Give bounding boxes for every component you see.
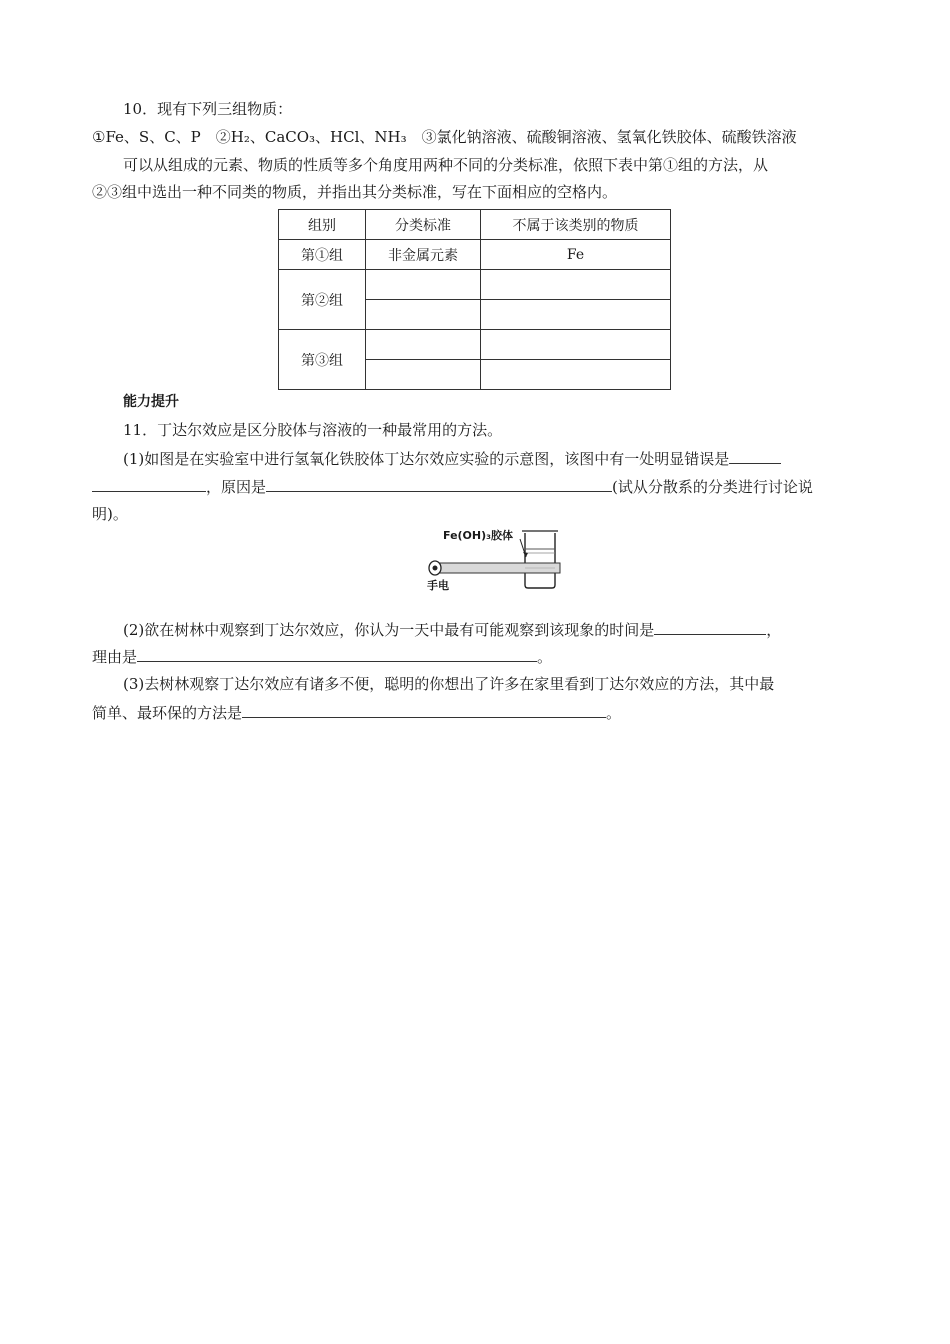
- q10-instruction-1: 可以从组成的元素、物质的性质等多个角度用两种不同的分类标准，依照下表中第①组的方法，从: [123, 156, 769, 174]
- table-row: [279, 240, 671, 270]
- q11-part1-line2: [92, 475, 813, 498]
- q11-title: 11．丁达尔效应是区分胶体与溶液的一种最常用的方法。: [123, 421, 503, 439]
- q11-part3-line2: [92, 701, 621, 724]
- row2-group: 第②组: [279, 270, 366, 330]
- header-odd-one: 不属于该类别的物质: [481, 210, 671, 240]
- q11-part2-period: 。: [537, 648, 553, 666]
- row2-odd-one-blank-b[interactable]: [481, 300, 671, 330]
- row3-odd-one-blank-a[interactable]: [481, 330, 671, 360]
- q11-part3-method-blank[interactable]: [242, 701, 606, 718]
- q10-instruction-2: ②③组中选出一种不同类的物质，并指出其分类标准，写在下面相应的空格内。: [92, 183, 618, 201]
- q11-part2-reason-label: 理由是: [92, 648, 138, 666]
- tyndall-experiment-figure: [425, 527, 565, 593]
- q11-part3-method-label: 简单、最环保的方法是: [92, 704, 243, 722]
- table-header-row: [279, 210, 671, 240]
- q10-title: 10．现有下列三组物质：: [123, 100, 293, 118]
- q11-part3-line1: (3)去树林观察丁达尔效应有诸多不便，聪明的你想出了许多在家里看到丁达尔效应的方法，其中最: [123, 675, 775, 693]
- q11-part1-text: (1)如图是在实验室中进行氢氧化铁胶体丁达尔效应实验的示意图，该图中有一处明显错误是: [123, 450, 730, 468]
- row1-standard: 非金属元素: [366, 240, 481, 270]
- q11-part1-reason-label: ，原因是: [206, 478, 267, 496]
- section-heading: 能力提升: [123, 394, 179, 410]
- q10-groups-line: ①Fe、S、C、P ②H₂、CaCO₃、HCl、NH₃ ③氯化钠溶液、硫酸铜溶液、氢氧化铁胶体、硫酸铁溶液: [92, 128, 797, 146]
- flashlight-label: 手电: [427, 579, 449, 592]
- q11-part2-time-blank[interactable]: [654, 618, 766, 635]
- q11-part1-line3: 明)。: [92, 505, 128, 523]
- row3-odd-one-blank-b[interactable]: [481, 360, 671, 390]
- row2-odd-one-blank-a[interactable]: [481, 270, 671, 300]
- header-standard: 分类标准: [366, 210, 481, 240]
- row3-standard-blank-a[interactable]: [366, 330, 481, 360]
- header-group: 组别: [279, 210, 366, 240]
- classification-table: [278, 209, 671, 390]
- row1-group: 第①组: [279, 240, 366, 270]
- row2-standard-blank-a[interactable]: [366, 270, 481, 300]
- q11-part2-line1: [123, 618, 781, 641]
- q11-part2-reason-blank[interactable]: [137, 645, 537, 662]
- row3-standard-blank-b[interactable]: [366, 360, 481, 390]
- q11-part2-text: (2)欲在树林中观察到丁达尔效应，你认为一天中最有可能观察到该现象的时间是: [123, 621, 655, 639]
- q11-part1-reason-blank[interactable]: [266, 475, 612, 492]
- colloid-label: Fe(OH)₃胶体: [443, 529, 513, 542]
- row1-odd-one: Fe: [481, 240, 671, 270]
- table-row: [279, 270, 671, 300]
- q11-part1-line1: [123, 447, 781, 470]
- q11-part2-line2: [92, 645, 552, 668]
- q11-part2-comma: ，: [766, 621, 782, 639]
- row3-group: 第③组: [279, 330, 366, 390]
- table-row: [279, 330, 671, 360]
- q11-part1-error-blank-b[interactable]: [92, 475, 206, 492]
- row2-standard-blank-b[interactable]: [366, 300, 481, 330]
- q11-part3-period: 。: [606, 704, 622, 722]
- q11-part1-error-blank-a[interactable]: [729, 447, 781, 464]
- q11-part1-hint: (试从分散系的分类进行讨论说: [612, 478, 813, 496]
